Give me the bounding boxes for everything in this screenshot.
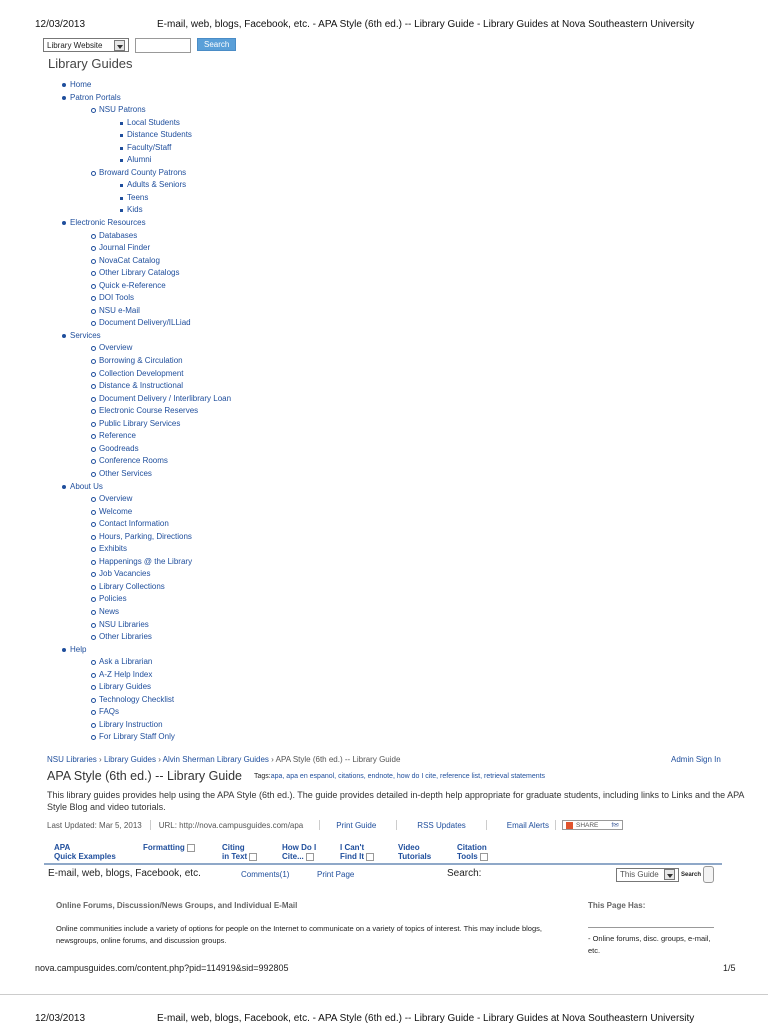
nav-item-label: Databases xyxy=(99,230,138,240)
tab-label: Tools xyxy=(457,852,478,861)
bullet-icon xyxy=(91,497,96,502)
bullet-icon xyxy=(62,334,66,338)
nav-item-label: Welcome xyxy=(99,506,133,516)
nav-item-ask-a-librarian[interactable] xyxy=(0,656,231,669)
nav-item-label: Local Students xyxy=(127,117,180,127)
nav-item-label: DOI Tools xyxy=(99,293,134,303)
tab-label: Cite... xyxy=(282,852,304,861)
bullet-icon xyxy=(91,623,96,628)
nav-item-label: FAQs xyxy=(99,707,120,717)
nav-item-overview[interactable] xyxy=(0,342,231,355)
nav-item-exhibits[interactable] xyxy=(0,543,231,556)
nav-item-a-z-help-index[interactable] xyxy=(0,669,231,682)
nav-item-label: Other Services xyxy=(99,468,152,478)
nav-menu xyxy=(0,79,231,744)
bullet-icon xyxy=(91,296,96,301)
guide-scope-select[interactable] xyxy=(616,868,679,882)
tab-divider xyxy=(44,863,722,865)
bullet-icon xyxy=(120,197,123,200)
dropdown-icon xyxy=(366,853,374,861)
side-divider xyxy=(588,927,714,928)
rss-updates-link[interactable]: RSS Updates xyxy=(417,820,466,830)
nav-item-label: Distance & Instructional xyxy=(99,381,184,391)
nav-item-label: Quick e-Reference xyxy=(99,280,166,290)
dropdown-icon xyxy=(480,853,488,861)
nav-item-label: News xyxy=(99,606,120,616)
search-label: Search xyxy=(681,871,702,878)
bullet-icon xyxy=(91,522,96,527)
page-break xyxy=(0,994,768,995)
nav-item-label: Help xyxy=(70,644,87,654)
guide-url: URL: http://nova.campusguides.com/apa xyxy=(158,820,304,830)
nav-item-label: Policies xyxy=(99,594,127,604)
last-updated: Last Updated: Mar 5, 2013 xyxy=(47,820,142,830)
breadcrumb-nsu-libraries[interactable]: NSU Libraries xyxy=(47,755,97,764)
chevron-down-icon xyxy=(664,869,675,880)
bullet-icon xyxy=(91,710,96,715)
nav-item-label: Technology Checklist xyxy=(99,694,175,704)
bullet-icon xyxy=(91,572,96,577)
page-search xyxy=(616,866,714,883)
nav-item-label: Document Delivery/ILLiad xyxy=(99,318,191,328)
dropdown-icon xyxy=(187,844,195,852)
bullet-icon xyxy=(91,635,96,640)
dropdown-icon xyxy=(306,853,314,861)
nav-item-label: NSU Libraries xyxy=(99,619,149,629)
scope-value: Library Website xyxy=(47,40,103,50)
bullet-icon xyxy=(62,648,66,652)
nav-item-public-library-services[interactable] xyxy=(0,418,231,431)
bullet-icon xyxy=(91,346,96,351)
print-date-2: 12/03/2013 xyxy=(35,1013,86,1024)
tab-video-tutorials[interactable] xyxy=(398,843,431,861)
tab-label: APA xyxy=(54,843,71,852)
nav-item-label: NovaCat Catalog xyxy=(99,255,160,265)
bullet-icon xyxy=(91,359,96,364)
nav-item-electronic-resources[interactable] xyxy=(0,217,231,230)
social-icons: f✉ xyxy=(611,822,619,829)
chevron-down-icon xyxy=(114,40,125,51)
bullet-icon xyxy=(91,723,96,728)
nav-item-label: Other Library Catalogs xyxy=(99,268,180,278)
nav-item-goodreads[interactable] xyxy=(0,443,231,456)
nav-item-library-collections[interactable] xyxy=(0,581,231,594)
tab-apa-quick-examples[interactable] xyxy=(54,843,116,861)
nav-item-other-libraries[interactable] xyxy=(0,631,231,644)
nav-item-label: Document Delivery / Interlibrary Loan xyxy=(99,393,232,403)
nav-item-alumni[interactable] xyxy=(0,154,231,167)
guide-meta xyxy=(47,820,623,830)
tab-label: Tutorials xyxy=(398,852,432,861)
nav-item-label: Adults & Seniors xyxy=(127,180,187,190)
dropdown-icon xyxy=(249,853,257,861)
nav-item-label: Happenings @ the Library xyxy=(99,556,193,566)
bullet-icon xyxy=(91,610,96,615)
nav-item-reference[interactable] xyxy=(0,430,231,443)
bullet-icon xyxy=(91,560,96,565)
nav-item-borrowing-circulation[interactable] xyxy=(0,355,231,368)
nav-item-document-delivery-interlibrary-loan[interactable] xyxy=(0,393,231,406)
nav-item-label: Public Library Services xyxy=(99,418,181,428)
bullet-icon xyxy=(91,409,96,414)
print-guide-link[interactable]: Print Guide xyxy=(336,820,377,830)
breadcrumb-current: APA Style (6th ed.) -- Library Guide xyxy=(275,755,401,764)
nav-item-label: Patron Portals xyxy=(70,92,121,102)
breadcrumb-alvin-sherman[interactable]: Alvin Sherman Library Guides xyxy=(162,755,269,764)
nav-item-policies[interactable] xyxy=(0,593,231,606)
nav-item-label: NSU e-Mail xyxy=(99,305,140,315)
scope-select[interactable] xyxy=(43,38,129,52)
nav-item-overview[interactable] xyxy=(0,493,231,506)
guide-description: This library guides provides help using the APA Style (6th ed.). The guide provides detailed in-depth help appropriate for graduate students, including links to Links and the APA Style Blog and video tutorials. xyxy=(47,790,744,812)
nav-item-label: Kids xyxy=(127,205,143,215)
tab-i-cant-find-it[interactable] xyxy=(340,843,374,861)
nav-item-collection-development[interactable] xyxy=(0,368,231,381)
bullet-icon xyxy=(91,284,96,289)
search-input[interactable] xyxy=(135,38,191,53)
nav-item-label: Library Collections xyxy=(99,581,165,591)
nav-item-label: Overview xyxy=(99,494,133,504)
nav-item-for-library-staff-only[interactable] xyxy=(0,731,231,744)
bullet-icon xyxy=(120,159,123,162)
nav-item-label: Other Libraries xyxy=(99,632,152,642)
nav-item-teens[interactable] xyxy=(0,192,231,205)
nav-item-electronic-course-reserves[interactable] xyxy=(0,405,231,418)
nav-item-nsu-e-mail[interactable] xyxy=(0,305,231,318)
nav-item-label: Conference Rooms xyxy=(99,456,168,466)
bullet-icon xyxy=(91,434,96,439)
nav-item-technology-checklist[interactable] xyxy=(0,694,231,707)
tab-label: in Text xyxy=(222,852,248,861)
bullet-icon xyxy=(120,122,123,125)
nav-item-help[interactable] xyxy=(0,644,231,657)
nav-item-news[interactable] xyxy=(0,606,231,619)
nav-item-nsu-libraries[interactable] xyxy=(0,619,231,632)
nav-item-label: Alumni xyxy=(127,155,152,165)
tab-label: Find It xyxy=(340,852,364,861)
bullet-icon xyxy=(91,585,96,590)
tab-label: Quick Examples xyxy=(54,852,116,861)
search-button[interactable]: Search xyxy=(197,38,236,51)
nav-item-label: Broward County Patrons xyxy=(99,167,187,177)
bullet-icon xyxy=(62,83,66,87)
tab-label: Citing xyxy=(222,843,245,852)
bullet-icon xyxy=(91,597,96,602)
nav-item-about-us[interactable] xyxy=(0,481,231,494)
nav-item-hours-parking-directions[interactable] xyxy=(0,531,231,544)
bullet-icon xyxy=(91,447,96,452)
bullet-icon xyxy=(91,422,96,427)
nav-item-label: Home xyxy=(70,80,92,89)
nav-item-label: Job Vacancies xyxy=(99,569,151,579)
nav-item-label: Electronic Resources xyxy=(70,218,146,228)
nav-item-kids[interactable] xyxy=(0,204,231,217)
bullet-icon xyxy=(120,184,123,187)
nav-item-other-services[interactable] xyxy=(0,468,231,481)
side-heading: This Page Has: xyxy=(588,901,646,910)
top-search xyxy=(43,38,236,53)
nav-item-other-library-catalogs[interactable] xyxy=(0,267,231,280)
nav-item-faqs[interactable] xyxy=(0,706,231,719)
bullet-icon xyxy=(91,309,96,314)
nav-item-label: Services xyxy=(70,330,101,340)
bullet-icon xyxy=(91,259,96,264)
bullet-icon xyxy=(62,221,66,225)
nav-item-patron-portals[interactable] xyxy=(0,92,231,105)
box-heading: Online Forums, Discussion/News Groups, and Individual E-Mail xyxy=(56,901,298,910)
nav-item-label: Overview xyxy=(99,343,133,353)
nav-item-label: Contact Information xyxy=(99,519,169,529)
bullet-icon xyxy=(120,209,123,212)
tags-label: Tags: xyxy=(254,773,271,780)
tab-citation-tools[interactable] xyxy=(457,843,488,861)
scope-value: This Guide xyxy=(620,870,659,879)
nav-item-label: NSU Patrons xyxy=(99,105,146,115)
nav-item-label: Journal Finder xyxy=(99,243,151,253)
nav-item-label: Distance Students xyxy=(127,130,192,140)
nav-item-label: Hours, Parking, Directions xyxy=(99,531,192,541)
nav-item-home[interactable] xyxy=(0,79,231,92)
bullet-icon xyxy=(62,485,66,489)
bullet-icon xyxy=(91,171,96,176)
nav-item-doi-tools[interactable] xyxy=(0,292,231,305)
print-date: 12/03/2013 xyxy=(35,19,86,30)
bullet-icon xyxy=(91,472,96,477)
nav-item-job-vacancies[interactable] xyxy=(0,568,231,581)
nav-item-nsu-patrons[interactable] xyxy=(0,104,231,117)
nav-item-label: Reference xyxy=(99,431,136,441)
nav-item-label: Library Instruction xyxy=(99,719,163,729)
nav-item-label: Faculty/Staff xyxy=(127,142,172,152)
bullet-icon xyxy=(91,372,96,377)
email-alerts-link[interactable]: Email Alerts xyxy=(506,820,549,830)
tags xyxy=(254,773,545,780)
bullet-icon xyxy=(91,384,96,389)
tab-label: Formatting xyxy=(143,843,185,852)
bullet-icon xyxy=(91,397,96,402)
side-item[interactable]: - Online forums, disc. groups, e-mail, etc. xyxy=(588,934,711,955)
guide-title: APA Style (6th ed.) -- Library Guide xyxy=(47,769,242,783)
nav-item-library-instruction[interactable] xyxy=(0,719,231,732)
print-footer-url: nova.campusguides.com/content.php?pid=114919&sid=992805 xyxy=(35,963,289,973)
nav-item-label: Library Guides xyxy=(99,682,152,692)
print-title-2: E-mail, web, blogs, Facebook, etc. - APA Style (6th ed.) -- Library Guide - Library Guides at Nova Southeastern University xyxy=(157,1013,695,1024)
site-title: Library Guides xyxy=(48,56,133,71)
print-title: E-mail, web, blogs, Facebook, etc. - APA Style (6th ed.) -- Library Guide - Library Guides at Nova Southeastern University xyxy=(157,19,695,30)
bullet-icon xyxy=(91,321,96,326)
nav-item-faculty-staff[interactable] xyxy=(0,142,231,155)
nav-item-label: Collection Development xyxy=(99,368,184,378)
nav-item-label: For Library Staff Only xyxy=(99,732,175,742)
print-footer-page: 1/5 xyxy=(723,963,736,973)
nav-item-journal-finder[interactable] xyxy=(0,242,231,255)
nav-item-databases[interactable] xyxy=(0,230,231,243)
nav-item-label: Ask a Librarian xyxy=(99,657,153,667)
nav-item-novacat-catalog[interactable] xyxy=(0,255,231,268)
bullet-icon xyxy=(91,234,96,239)
bullet-icon xyxy=(91,698,96,703)
nav-item-broward-county-patrons[interactable] xyxy=(0,167,231,180)
nav-item-happenings-the-library[interactable] xyxy=(0,556,231,569)
tab-label: Citation xyxy=(457,843,487,852)
nav-item-quick-e-reference[interactable] xyxy=(0,280,231,293)
page-title: E-mail, web, blogs, Facebook, etc. xyxy=(48,868,201,879)
share-label: SHARE xyxy=(576,821,599,829)
nav-item-conference-rooms[interactable] xyxy=(0,455,231,468)
tab-citing-in-text[interactable] xyxy=(222,843,257,861)
bullet-icon xyxy=(91,547,96,552)
admin-sign-in[interactable]: Admin Sign In xyxy=(671,755,721,764)
nav-item-welcome[interactable] xyxy=(0,506,231,519)
bullet-icon xyxy=(91,246,96,251)
tab-label: Video xyxy=(398,843,420,852)
bullet-icon xyxy=(91,271,96,276)
nav-item-distance-students[interactable] xyxy=(0,129,231,142)
tab-formatting[interactable] xyxy=(143,843,195,852)
nav-item-services[interactable] xyxy=(0,330,231,343)
bullet-icon xyxy=(91,108,96,113)
bullet-icon xyxy=(120,147,123,150)
search-button[interactable] xyxy=(703,866,714,883)
nav-item-document-delivery-illiad[interactable] xyxy=(0,317,231,330)
nav-item-library-guides[interactable] xyxy=(0,681,231,694)
bullet-icon xyxy=(62,96,66,100)
bullet-icon xyxy=(91,510,96,515)
tab-how-do-i-cite[interactable] xyxy=(282,843,316,861)
breadcrumb-library-guides[interactable]: Library Guides xyxy=(103,755,156,764)
comments-link[interactable]: Comments(1) xyxy=(241,870,290,879)
nav-item-label: A-Z Help Index xyxy=(99,669,153,679)
nav-item-adults-seniors[interactable] xyxy=(0,179,231,192)
bullet-icon xyxy=(91,735,96,740)
print-page-link[interactable]: Print Page xyxy=(317,870,355,879)
bullet-icon xyxy=(91,535,96,540)
nav-item-label: Teens xyxy=(127,192,149,202)
tags-list[interactable]: apa, apa en espanol, citations, endnote, how do I cite, reference list, retrieval statements xyxy=(270,773,546,780)
bullet-icon xyxy=(120,134,123,137)
nav-item-label: Borrowing & Circulation xyxy=(99,356,183,366)
nav-item-label: Goodreads xyxy=(99,443,139,453)
nav-item-contact-information[interactable] xyxy=(0,518,231,531)
box-body: Online communities include a variety of options for people on the Internet to communicate on a variety of topics of interest. This may include blogs, newsgroups, online forums, and discussion groups. xyxy=(56,924,542,945)
nav-item-label: Electronic Course Reserves xyxy=(99,406,199,416)
nav-item-label: Exhibits xyxy=(99,544,128,554)
bullet-icon xyxy=(91,673,96,678)
nav-item-label: About Us xyxy=(70,481,103,491)
nav-item-distance-instructional[interactable] xyxy=(0,380,231,393)
page-search-label: Search: xyxy=(447,868,482,879)
tab-label: How Do I xyxy=(282,843,317,852)
bullet-icon xyxy=(91,685,96,690)
nav-item-local-students[interactable] xyxy=(0,117,231,130)
tab-label: I Can't xyxy=(340,843,365,852)
share-button[interactable] xyxy=(562,820,623,830)
share-icon xyxy=(566,822,573,829)
bullet-icon xyxy=(91,660,96,665)
breadcrumb: NSU Libraries › Library Guides › Alvin Sherman Library Guides › APA Style (6th ed.) -- Library Guide xyxy=(47,755,401,764)
bullet-icon xyxy=(91,459,96,464)
